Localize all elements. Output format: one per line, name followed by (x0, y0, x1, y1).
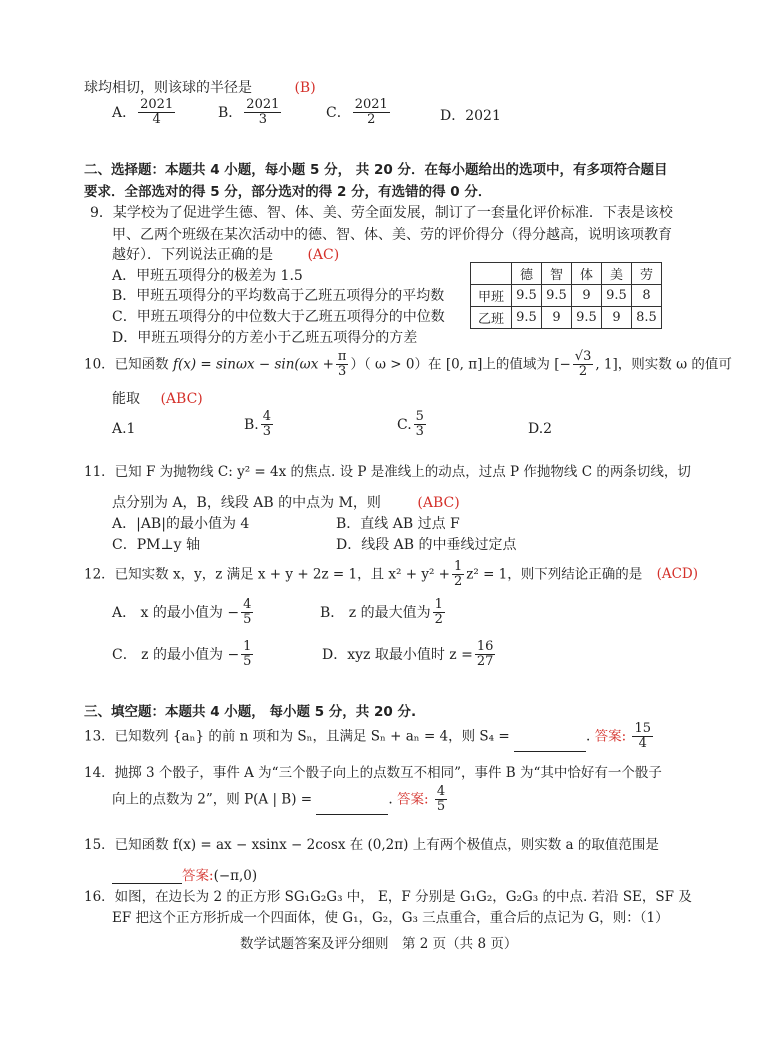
q15-answer-label: 答案: (182, 868, 214, 884)
section3-title: 三、填空题：本题共 4 小题， 每小题 5 分，共 20 分. (84, 704, 417, 720)
q13-answer: $\frac{15}{4}$ (634, 721, 651, 752)
fraction: $\frac{√3}{2}$ (574, 349, 592, 380)
q8-option-b: B． $\frac{2021}{3}$ (218, 97, 280, 128)
q13-answer-label: 答案: (594, 728, 627, 745)
fraction: $\frac{4}{3}$ (262, 409, 272, 440)
section2-line1: 二、选择题：本题共 4 小题，每小题 5 分， 共 20 分．在每小题给出的选项中，有多项符合题目 (84, 162, 668, 178)
page-footer: 数学试题答案及评分细则 第 2 页（共 8 页） (240, 936, 518, 952)
q8-option-c: C． $\frac{2021}{2}$ (326, 97, 388, 128)
fraction: $\frac{2021}{2}$ (354, 97, 388, 128)
q8-answer: (B) (294, 80, 316, 96)
q13: 13．已知数列 {aₙ} 的前 n 项和为 Sₙ，且满足 Sₙ + aₙ = 4，则 S₄ = . 答案: $\frac{15}{4}$ (84, 721, 651, 752)
q11-option-b: B．直线 AB 过点 F (336, 516, 460, 532)
section2-line2: 要求．全部选对的得 5 分，部分选对的得 2 分，有选错的得 0 分． (84, 184, 492, 200)
fraction: $\frac{2021}{4}$ (140, 97, 174, 128)
q14-line2: 向上的点数为 2”，则 P(A | B) = . 答案: $\frac{4}{5}$ (112, 784, 446, 815)
fraction: $\frac{1}{2}$ (453, 559, 463, 590)
q8-text (84, 77, 316, 97)
q10-line2: 能取 (ABC) (112, 391, 203, 407)
q12-option-c: C． z 的最小值为 − $\frac{1}{5}$ (112, 639, 252, 670)
table-cell: 9.5 (602, 285, 632, 307)
q10-option-a: A.1 (112, 421, 136, 437)
q15-line2 (112, 864, 257, 884)
table-cell: 9 (542, 307, 572, 329)
q11-option-c: C．PM⊥y 轴 (112, 537, 200, 553)
q11-option-d: D．线段 AB 的中垂线过定点 (336, 537, 517, 553)
q9-line3: 越好）．下列说法正确的是 (AC) (112, 247, 340, 263)
table-cell: 甲班 (471, 285, 512, 307)
q12-option-b: B． z 的最大值为 $\frac{1}{2}$ (320, 597, 443, 628)
fraction: $\frac{2021}{3}$ (246, 97, 280, 128)
fraction: $\frac{4}{5}$ (243, 597, 252, 628)
score-table (470, 262, 662, 329)
q10-option-d: D.2 (528, 421, 553, 437)
q9-line1: 9．某学校为了促进学生德、智、体、美、劳全面发展，制订了一套量化评价标准．下表是该校 (90, 205, 673, 221)
q11-line1: 11．已知 F 为抛物线 C: y² = 4x 的焦点. 设 P 是准线上的动点，过点 P 作抛物线 C 的两条切线，切 (84, 464, 691, 480)
q12-answer: (ACD) (656, 566, 699, 583)
q14-line1: 14．抛掷 3 个骰子，事件 A 为“三个骰子向上的点数互不相同”，事件 B 为“其中恰好有一个骰子 (84, 765, 662, 781)
q10-option-b: B. $\frac{4}{3}$ (244, 409, 272, 440)
q9-option-b: B．甲班五项得分的平均数高于乙班五项得分的平均数 (112, 288, 445, 304)
table-header: 智 (542, 263, 572, 285)
table-header: 美 (602, 263, 632, 285)
table-header-row (471, 263, 662, 285)
answer-blank (514, 735, 586, 752)
q9-line2: 甲、乙两个班级在某次活动中的德、智、体、美、劳的评价得分（得分越高，说明该项教育 (112, 227, 672, 243)
q9-option-a: A．甲班五项得分的极差为 1.5 (112, 268, 303, 284)
q12-option-a: A． x 的最小值为 − $\frac{4}{5}$ (112, 597, 252, 628)
q8-stem: 球均相切，则该球的半径是 (84, 80, 252, 96)
q10-answer: (ABC) (160, 391, 203, 407)
q8-option-a: A． $\frac{2021}{4}$ (112, 97, 174, 128)
q11-answer: (ABC) (417, 495, 460, 511)
q11-line2: 点分别为 A，B，线段 AB 的中点为 M，则 (ABC) (112, 495, 460, 511)
table-cell: 9 (602, 307, 632, 329)
table-cell: 9.5 (572, 307, 602, 329)
q15-answer: (−π,0) (213, 868, 258, 884)
fraction: $\frac{5}{3}$ (415, 409, 424, 440)
table-row (471, 285, 662, 307)
q16-line1: 16．如图，在边长为 2 的正方形 SG₁G₂G₃ 中， E，F 分别是 G₁G₂，G₂G₃ 的中点. 若沿 SE，SF 及 (84, 889, 692, 905)
table-cell: 8 (632, 285, 662, 307)
table-cell: 9 (572, 285, 602, 307)
answer-blank (112, 867, 182, 884)
table-cell: 9.5 (542, 285, 572, 307)
q10-line1: 10．已知函数 f(x) = sinωx − sin(ωx + $\frac{\pi}{3}$ ）（ ω > 0）在 [0, π]上的值域为 [− $\frac{√3}{2}$ , 1]，则实数 ω 的值可 (84, 349, 732, 380)
q15-line1: 15．已知函数 f(x) = ax − xsinx − 2cosx 在 (0,2π) 上有两个极值点，则实数 a 的取值范围是 (84, 837, 659, 853)
q9-option-d: D．甲班五项得分的方差小于乙班五项得分的方差 (112, 330, 418, 346)
table-header: 体 (572, 263, 602, 285)
q16-line2: EF 把这个正方形折成一个四面体，使 G₁，G₂，G₃ 三点重合，重合后的点记为 G，则：（1） (112, 910, 669, 926)
q9-option-c: C．甲班五项得分的中位数大于乙班五项得分的中位数 (112, 309, 445, 325)
answer-blank (316, 798, 388, 815)
q14-answer-label: 答案: (396, 791, 429, 808)
q8-option-d: D．2021 (440, 108, 501, 124)
table-cell: 乙班 (471, 307, 512, 329)
q11-option-a: A．|AB|的最小值为 4 (112, 516, 250, 532)
table-cell: 9.5 (512, 285, 542, 307)
table-cell: 9.5 (512, 307, 542, 329)
q12-option-d: D．xyz 取最小值时 z = $\frac{16}{27}$ (322, 639, 494, 670)
fraction: $\frac{1}{2}$ (434, 597, 443, 628)
table-cell (471, 263, 512, 285)
q14-answer: $\frac{4}{5}$ (436, 784, 446, 815)
q9-answer: (AC) (307, 247, 340, 263)
table-cell: 8.5 (632, 307, 662, 329)
fraction: $\frac{1}{5}$ (243, 639, 252, 670)
q12-stem: 12．已知实数 x，y，z 满足 x + y + 2z = 1，且 x² + y² + $\frac{1}{2}$ z² = 1，则下列结论正确的是 (ACD) (84, 559, 699, 590)
table-header: 劳 (632, 263, 662, 285)
fraction: $\frac{16}{27}$ (476, 639, 494, 670)
fraction: $\frac{\pi}{3}$ (337, 349, 347, 380)
q10-option-c: C. $\frac{5}{3}$ (397, 409, 424, 440)
table-header: 德 (512, 263, 542, 285)
table-row (471, 307, 662, 329)
